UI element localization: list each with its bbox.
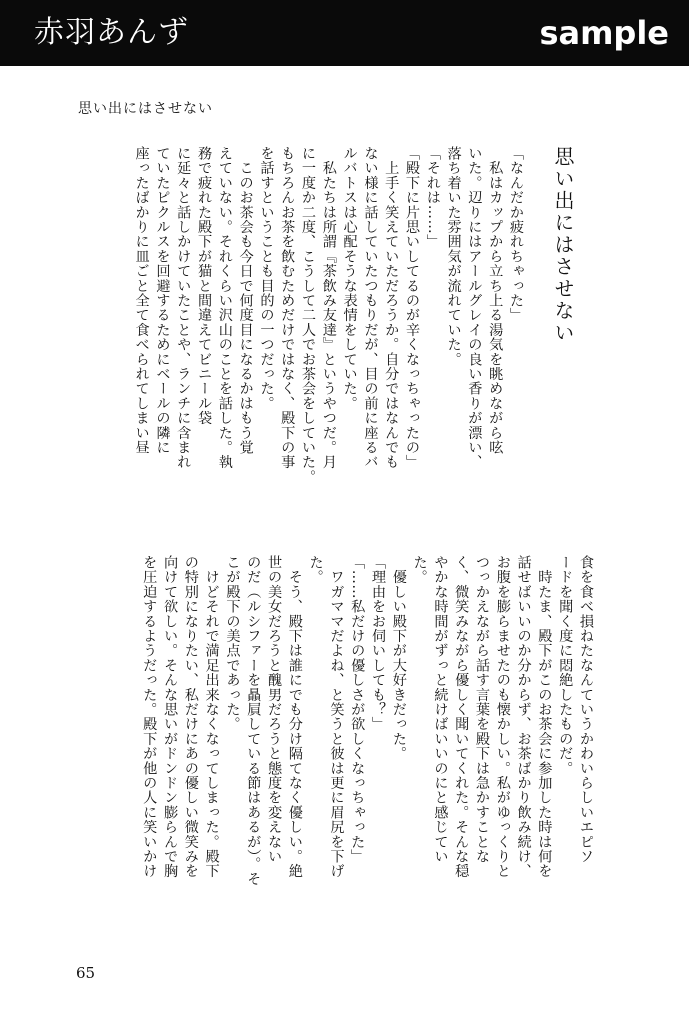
- text-line: そう、殿下は誰にでも分け隔てなく優しい。絶: [286, 555, 303, 879]
- text-line: 務で疲れた殿下が猫と間違えてビニール袋: [196, 146, 213, 426]
- text-line: に延々と話しかけていたことや、ランチに含まれ: [175, 146, 192, 470]
- text-line: ない様に話していたつもりだが、目の前に座るバ: [362, 146, 379, 470]
- text-line: を圧迫するようだった。殿下が他の人に笑いかけ: [141, 555, 158, 879]
- text-line: 「……私だけの優しさが欲しくなっちゃった」: [349, 555, 366, 864]
- text-line: 「殿下に片思いしてるのが辛くなっちゃったの」: [404, 146, 421, 470]
- text-line: 「なんだか疲れちゃった」: [508, 146, 524, 323]
- text-line: 時たま、殿下がこのお茶会に参加した時は何を: [536, 555, 553, 879]
- text-line: 私たちは所謂『茶飲み友達』というやつだ。月: [320, 146, 337, 470]
- text-line: 話せばいいのか分からず、お茶ばかり飲み続け、: [515, 555, 532, 879]
- text-line: のだ（ルシファーを贔屓している節はあるが）。そ: [245, 555, 262, 886]
- text-line: もちろんお茶を飲むためだけではなく、殿下の事: [279, 146, 296, 470]
- text-line: 「理由をお伺いしても？」: [370, 555, 387, 732]
- author-name: 赤羽あんず: [34, 15, 189, 50]
- text-line: の特別になりたい、私だけにあの優しい微笑みを: [182, 555, 199, 879]
- body-text-upper: [86, 146, 526, 506]
- text-line: 向けて欲しい。そんな思いがドンドン膨らんで胸: [162, 555, 179, 879]
- sample-label: sample: [539, 14, 669, 52]
- text-line: を話すということも目的の一つだった。: [258, 146, 275, 411]
- text-line: 「それは……」: [424, 146, 441, 249]
- chapter-title: 思い出にはさせない: [551, 146, 575, 344]
- text-line: やかな時間がずっと続けばいいのにと感じてい: [432, 555, 449, 864]
- text-line: 優しい殿下が大好きだった。: [390, 555, 407, 761]
- text-line: つっかえながら話す言葉を殿下は急かすことな: [474, 555, 491, 864]
- text-line: ルバトスは心配そうな表情をしていた。: [341, 146, 358, 411]
- text-line: ワガママだよね、と笑うと彼は更に眉尻を下げ: [328, 555, 345, 879]
- page-number: 65: [76, 964, 96, 982]
- text-line: ていたピクルスを回避するためにベールの隣に: [154, 146, 171, 455]
- text-line: 落ち着いた雰囲気が流れていた。: [445, 146, 462, 367]
- text-line: 上手く笑えていただろうか。自分ではなんでも: [383, 146, 400, 470]
- text-line: 食を食べ損ねたなんていうかわいらしいエピソ: [578, 555, 594, 864]
- text-line: いた。辺りにはアールグレイの良い香りが漂い、: [466, 146, 483, 470]
- text-line: 座ったばかりに皿ごと全て食べられてしまい昼: [133, 146, 150, 455]
- top-banner: [0, 0, 689, 66]
- text-line: 世の美女だろうと醜男だろうと態度を変えない: [266, 555, 283, 864]
- text-line: 私はカップから立ち上る湯気を眺めながら呟: [487, 146, 504, 455]
- text-line: た。: [411, 555, 428, 585]
- running-head: 思い出にはさせない: [78, 101, 213, 117]
- text-line: お腹を膨らませたのも懐かしい。私がゆっくりと: [494, 555, 511, 879]
- text-line: ードを聞く度に悶絶したものだ。: [557, 555, 574, 776]
- body-text-lower: [86, 555, 596, 915]
- text-line: このお茶会も今日で何度目になるかはもう覚: [237, 146, 254, 455]
- text-line: けどそれで満足出来なくなってしまった。殿下: [203, 555, 220, 879]
- text-line: た。: [307, 555, 324, 585]
- text-line: えていない。それくらい沢山のことを話した。執: [216, 146, 233, 470]
- text-line: く、微笑みながら優しく聞いてくれた。そんな穏: [453, 555, 470, 879]
- text-line: こが殿下の美点であった。: [224, 555, 241, 732]
- text-line: に一度か二度、こうして二人でお茶会をしていた。: [300, 146, 317, 485]
